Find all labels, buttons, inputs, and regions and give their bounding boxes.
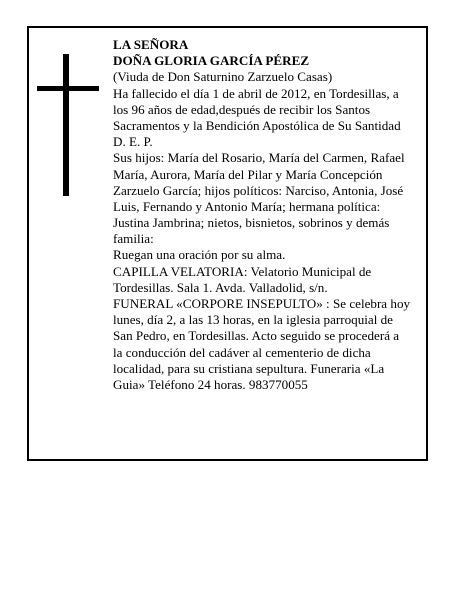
death-line-3: Sacramentos y la Bendición Apostólica de Su Santidad <box>113 117 401 133</box>
funeral-line-3: San Pedro, en Tordesillas. Acto seguido se procederá a <box>113 328 400 344</box>
prayer-line: Ruegan una oración por su alma. <box>113 247 286 263</box>
cross-horizontal-bar <box>37 86 99 91</box>
latin-cross-icon <box>37 54 99 196</box>
family-line-2: María, Aurora, María del Pilar y María Concepción <box>113 166 383 182</box>
chapel-line-1: CAPILLA VELATORIA: Velatorio Municipal de <box>113 263 372 279</box>
death-line-2: los 96 años de edad,después de recibir los Santos <box>113 101 371 117</box>
family-line-3: Zarzuelo García; hijos políticos: Narciso, Antonia, José <box>113 182 404 198</box>
cross-vertical-bar <box>63 54 69 196</box>
obituary-text <box>113 37 431 393</box>
title-line: LA SEÑORA <box>113 37 189 52</box>
death-line-1: Ha fallecido el día 1 de abril de 2012, en Tordesillas, a <box>113 85 399 101</box>
family-line-1: Sus hijos: María del Rosario, María del Carmen, Rafael <box>113 150 405 166</box>
funeral-line-6: Guia» Teléfono 24 horas. 983770055 <box>113 376 308 392</box>
family-line-6: familia: <box>113 231 154 247</box>
deceased-name: DOÑA GLORIA GARCÍA PÉREZ <box>113 53 310 69</box>
family-line-5: Justina Jambrina; nietos, bisnietos, sobrinos y demás <box>113 215 390 231</box>
funeral-line-5: localidad, para su cristiana sepultura. Funeraria «La <box>113 360 385 376</box>
funeral-line-1: FUNERAL «CORPORE INSEPULTO» : Se celebra hoy <box>113 296 411 311</box>
funeral-line-4: la conducción del cadáver al cementerio de dicha <box>113 344 371 360</box>
family-line-4: Luis, Fernando y Antonio María; hermana política: <box>113 198 381 214</box>
funeral-line-2: lunes, día 2, a las 13 horas, en la iglesia parroquial de <box>113 312 393 328</box>
death-line-4: D. E. P. <box>113 134 153 150</box>
widow-line: (Viuda de Don Saturnino Zarzuelo Casas) <box>113 69 333 85</box>
chapel-line-2: Tordesillas. Sala 1. Avda. Valladolid, s/n. <box>113 279 328 295</box>
